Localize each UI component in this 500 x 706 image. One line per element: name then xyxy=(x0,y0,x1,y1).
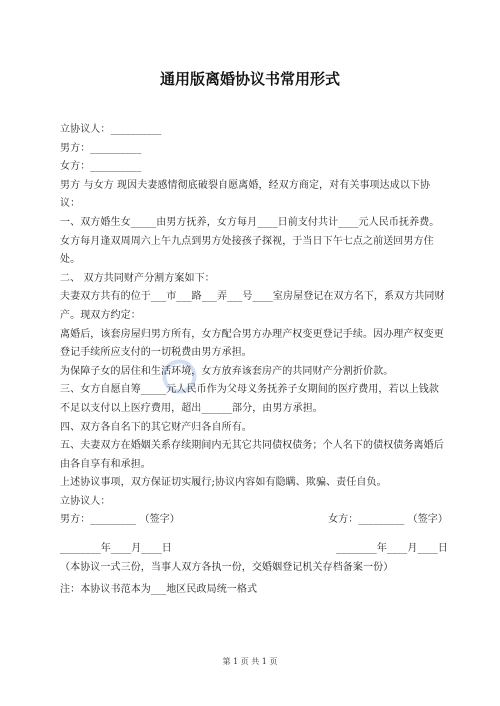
signature-row xyxy=(60,511,448,530)
signatory-heading: 立协议人： xyxy=(60,495,111,507)
agreement-body xyxy=(60,121,448,600)
date-row xyxy=(60,540,448,559)
clause-property-ownership: 离婚后，该套房屋归男方所有，女方配合男方办理产权变更登记手续。因办理产权变更登记手续所应支付的一切税费由男方承担。 xyxy=(60,328,444,359)
clause-medical-costs: 三、女方自愿自筹_____元人民币作为父母义务抚养子女期间的医疗费用，若以上钱款不足以支付以上医疗费用，超出______部分，由男方承担。 xyxy=(60,384,439,414)
clause-property-location: 夫妻双方共有的位于___市___路___弄___号____室房屋登记在双方名下，系双方共同财产。现双方约定： xyxy=(60,291,445,321)
clause-property-waiver: 为保障子女的居住和生活环境，女方放弃该套房产的共同财产分割折价款。 xyxy=(60,365,394,377)
copies-note: （本协议一式三份，当事人双方各执一份，交婚姻登记机关存档备案一份） xyxy=(60,561,394,573)
clause-guarantee: 上述协议事项，双方保证切实履行;协议内容如有隐瞒、欺骗、责任自负。 xyxy=(60,477,387,489)
template-note: 注：本协议书范本为___地区民政局统一格式 xyxy=(60,584,258,596)
right-date: ________年____月____日 xyxy=(336,543,448,555)
page-footer: 第 1 页 共 1 页 xyxy=(222,657,278,666)
clause-child-custody: 一、双方婚生女_____由男方抚养，女方每月____日前支付共计____元人民币抚养费。女方每月逢双周周六上午九点到男方处接孩子探视，于当日下午七点之前送回男方住处。 xyxy=(60,216,440,266)
intro-paragraph: 男方 与女方 现因夫妻感情彻底破裂自愿离婚，经双方商定，对有关事项达成以下协议： xyxy=(60,179,431,210)
clause-debts: 五、夫妻双方在婚姻关系存续期间内无其它共同债权债务；个人名下的债权债务离婚后由各自享有和承担。 xyxy=(60,440,444,470)
female-signature: 女方：_________ （签字） xyxy=(328,514,448,526)
clause-property-heading: 二、 双方共同财产分割方案如下： xyxy=(60,272,215,284)
female-party-line: 女方：__________ xyxy=(60,161,142,173)
clause-other-property: 四、双方各自名下的其它财产归各自所有。 xyxy=(60,421,252,433)
male-signature: 男方：_________ （签字） xyxy=(60,514,180,526)
document-title: 通用版离婚协议书常用形式 xyxy=(159,70,340,88)
male-party-line: 男方：__________ xyxy=(60,142,142,154)
party-line: 立协议人：__________ xyxy=(60,124,162,135)
left-date: ________年____月____日 xyxy=(60,543,172,555)
